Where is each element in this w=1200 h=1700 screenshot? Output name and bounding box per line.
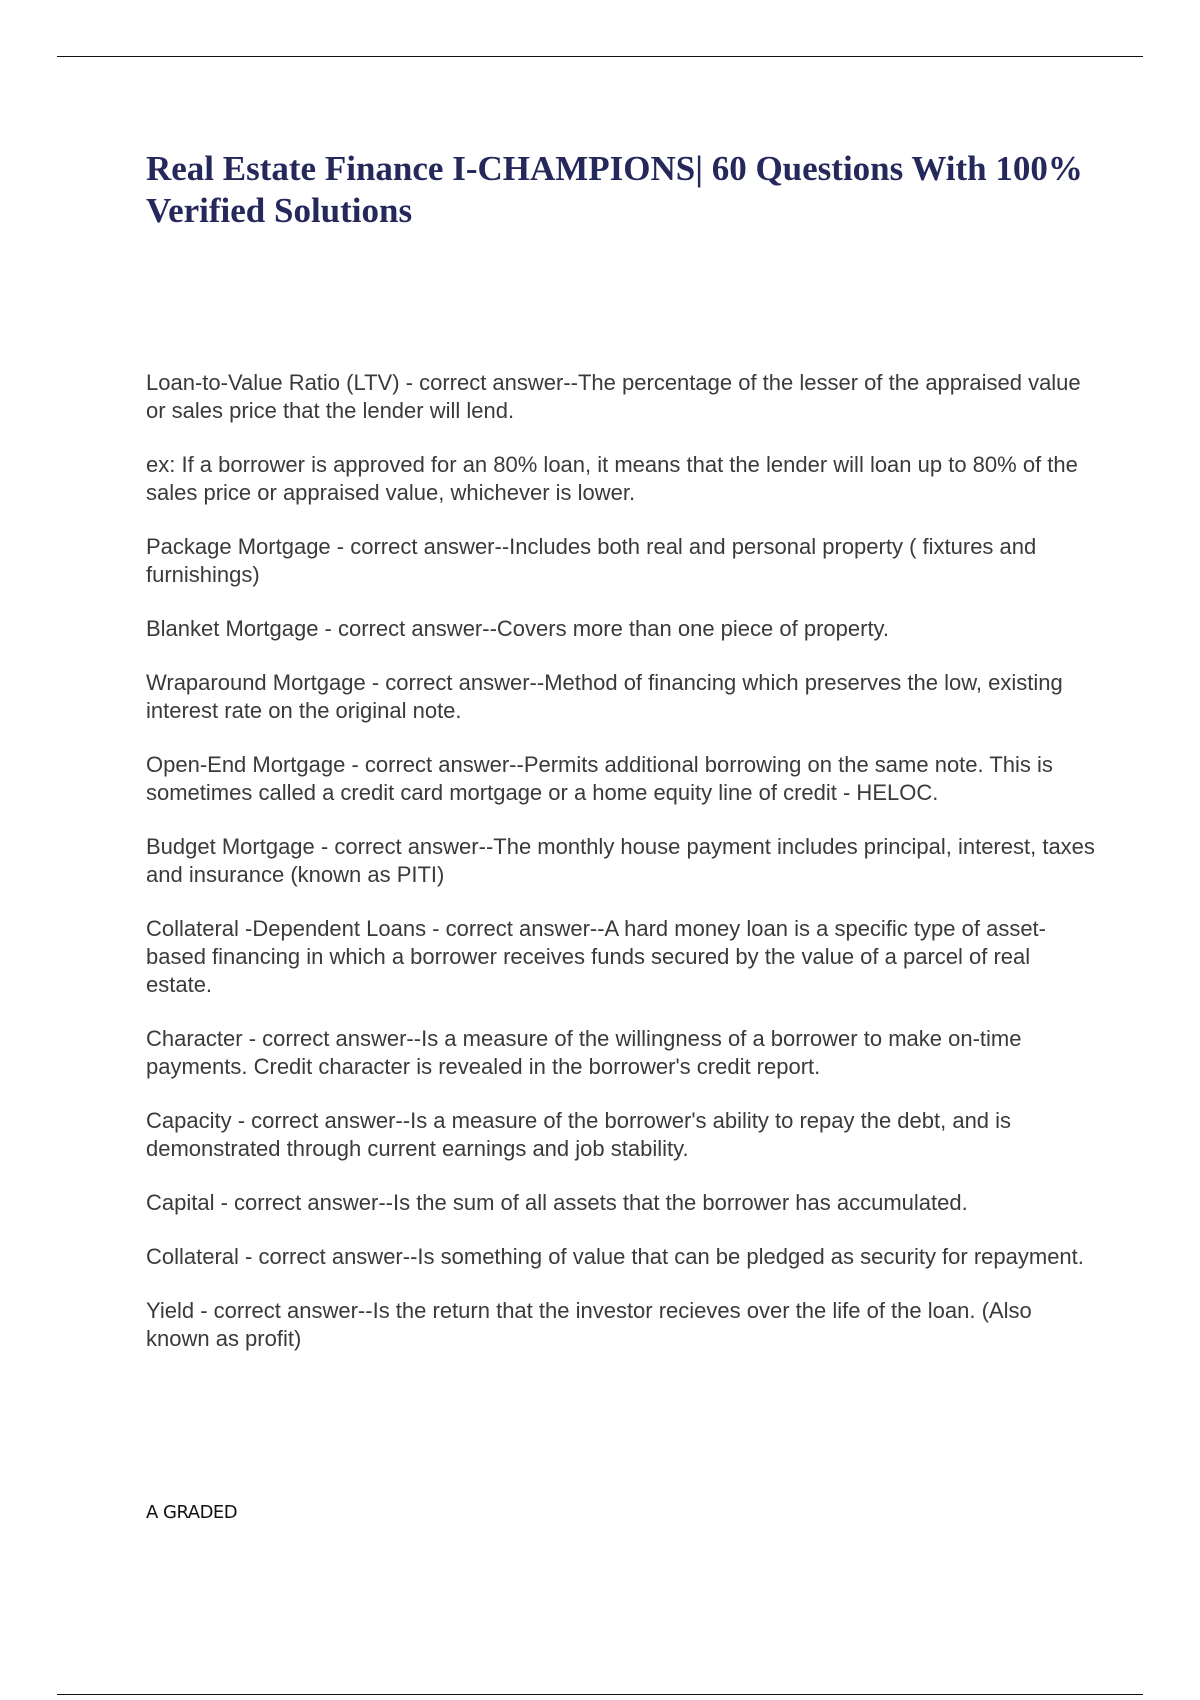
- entry-term: Blanket Mortgage -: [146, 616, 338, 641]
- qa-entry-budget-mortgage: [146, 833, 1096, 889]
- entry-answer: correct answer--Is a measure of the willingness of a borrower to make on-time payments. Credit character is revealed in the borrower's credit report.: [146, 1026, 1022, 1079]
- entry-answer: correct answer--Covers more than one piece of property.: [337, 616, 890, 641]
- entry-answer: correct answer--Includes both real and personal property ( fixtures and furnishings): [146, 534, 1037, 587]
- qa-entry-blanket-mortgage: [146, 615, 1096, 643]
- entry-term: Wraparound Mortgage -: [146, 670, 386, 695]
- entry-term: Open-End Mortgage -: [146, 752, 365, 777]
- entry-answer: correct answer--A hard money loan is a specific type of asset-based financing in which a borrower receives funds secured by the value of a parcel of real estate.: [146, 916, 1046, 997]
- qa-entry-ltv: [146, 369, 1096, 425]
- entry-answer: correct answer--Permits additional borrowing on the same note. This is sometimes called a credit card mortgage or a home equity line of credit - HELOC.: [146, 752, 1053, 805]
- grade-mark: A GRADED: [146, 1502, 238, 1523]
- entry-term: Capital -: [146, 1190, 235, 1215]
- entry-term: Budget Mortgage -: [146, 834, 335, 859]
- page-title: Real Estate Finance I-CHAMPIONS| 60 Questions With 100% Verified Solutions: [146, 149, 1083, 230]
- entry-term: Package Mortgage -: [146, 534, 351, 559]
- qa-entry-package-mortgage: [146, 533, 1096, 589]
- entry-term: Collateral -Dependent Loans -: [146, 916, 446, 941]
- qa-entry-yield: [146, 1297, 1096, 1353]
- entry-term: Loan-to-Value Ratio (LTV) -: [146, 370, 420, 395]
- entry-answer: correct answer--The percentage of the lesser of the appraised value or sales price that the lender will lend.: [146, 370, 1081, 423]
- entry-answer: correct answer--Is a measure of the borrower's ability to repay the debt, and is demonstrated through current earnings and job stability.: [146, 1108, 1012, 1161]
- qa-entry-wraparound-mortgage: [146, 669, 1096, 725]
- qa-entry-capital: [146, 1189, 1096, 1217]
- qa-list: [146, 369, 1096, 1379]
- entry-answer: correct answer--Is the sum of all assets that the borrower has accumulated.: [234, 1190, 968, 1215]
- entry-term: Yield -: [146, 1298, 214, 1323]
- entry-answer: correct answer--Is something of value that can be pledged as security for repayment.: [258, 1244, 1084, 1269]
- qa-entry-capacity: [146, 1107, 1096, 1163]
- qa-entry-collateral: [146, 1243, 1096, 1271]
- qa-entry-open-end-mortgage: [146, 751, 1096, 807]
- entry-term: Collateral -: [146, 1244, 259, 1269]
- qa-entry-character: [146, 1025, 1096, 1081]
- entry-term: Character -: [146, 1026, 263, 1051]
- bottom-divider: [57, 1694, 1143, 1695]
- entry-answer: correct answer--The monthly house payment includes principal, interest, taxes and insurance (known as PITI): [146, 834, 1095, 887]
- entry-term: Capacity -: [146, 1108, 252, 1133]
- qa-entry-ltv-example: [146, 451, 1096, 507]
- top-divider: [57, 56, 1143, 57]
- entry-answer: correct answer--Method of financing which preserves the low, existing interest rate on the original note.: [146, 670, 1063, 723]
- entry-answer: ex: If a borrower is approved for an 80% loan, it means that the lender will loan up to 80% of the sales price or appraised value, whichever is lower.: [146, 452, 1078, 505]
- qa-entry-collateral-dependent-loans: [146, 915, 1096, 999]
- entry-answer: correct answer--Is the return that the investor recieves over the life of the loan. (Also known as profit): [146, 1298, 1032, 1351]
